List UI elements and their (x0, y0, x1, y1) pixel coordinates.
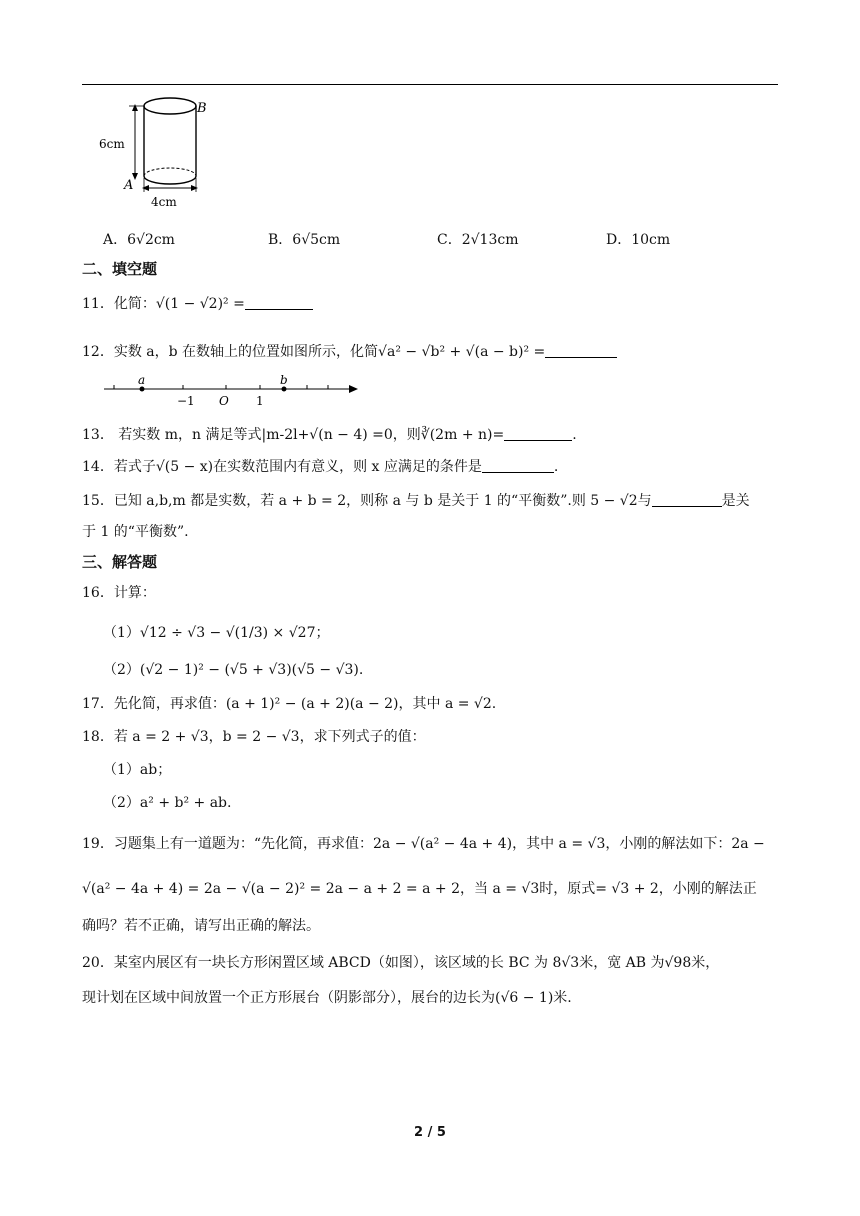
q15-line2: 于 1 的“平衡数”. (82, 524, 189, 540)
question-19 (82, 833, 765, 853)
option-c: C．2√13cm (437, 232, 519, 248)
q18-part1: （1）ab； (103, 762, 172, 778)
q14-text: 若式子√(5 − x)在实数范围内有意义，则 x 应满足的条件是 (113, 459, 482, 475)
nl-a: a (138, 373, 146, 387)
diameter-label: 4cm (151, 195, 177, 209)
q15-line1: 已知 a,b,m 都是实数，若 a + b = 2，则称 a 与 b 是关于 1 的“平衡数”.则 5 − √2与 (113, 493, 652, 509)
q14-end: . (553, 459, 559, 475)
label-b: B (197, 101, 207, 116)
option-d: D．10cm (606, 232, 671, 248)
q17-text: 先化简，再求值：(a + 1)² − (a + 2)(a − 2)，其中 a = √2. (113, 696, 497, 712)
q13-blank (504, 426, 572, 441)
question-15 (82, 490, 750, 510)
q15-number: 15． (82, 493, 114, 509)
number-line (100, 372, 362, 408)
q20-line2: 现计划在区域中间放置一个正方形展台（阴影部分），展台的边长为(√6 − 1)米. (82, 990, 572, 1006)
nl-b: b (280, 373, 288, 387)
option-a: A．6√2cm (103, 232, 175, 248)
q19-number: 19． (82, 836, 114, 852)
question-18 (82, 726, 426, 746)
q11-number: 11． (82, 296, 114, 312)
q20-number: 20． (82, 955, 114, 971)
q19-line3: 确吗？若不正确，请写出正确的解法。 (82, 918, 320, 934)
q11-text: 化简： (113, 296, 156, 312)
question-17 (82, 693, 496, 713)
nl-one: 1 (256, 394, 264, 408)
q15-blank (652, 492, 722, 507)
section-title-fill-blank: 二、填空题 (82, 260, 158, 278)
q20-line1: 某室内展区有一块长方形闲置区域 ABCD（如图），该区域的长 BC 为 8√3米，宽 AB 为√98米， (113, 955, 720, 971)
question-16 (82, 582, 156, 602)
question-11 (82, 293, 313, 313)
q15-line1-end: 是关 (721, 493, 750, 509)
q12-text: 实数 a，b 在数轴上的位置如图所示，化简 (113, 344, 379, 360)
q16-part2: （2）(√2 − 1)² − (√5 + √3)(√5 − √3). (103, 662, 364, 678)
q19-line2: √(a² − 4a + 4) = 2a − √(a − 2)² = 2a − a + 2 = a + 2，当 a = √3时，原式= √3 + 2，小刚的解法正 (82, 881, 757, 897)
q18-text: 若 a = 2 + √3，b = 2 − √3，求下列式子的值： (113, 729, 426, 745)
q12-number: 12． (82, 344, 114, 360)
q16-text: 计算： (113, 585, 156, 601)
page-number: 2 / 5 (414, 1125, 446, 1140)
q14-blank (482, 458, 554, 473)
question-13: 13． 若实数 m，n 满足等式|m-2l+√(n − 4) =0，则∛(2m + n)= . (82, 427, 577, 443)
q18-part2: （2）a² + b² + ab. (103, 795, 232, 811)
header-rule (82, 84, 778, 85)
q13-number: 13． (82, 427, 114, 443)
q12-blank (545, 343, 617, 358)
q16-number: 16． (82, 585, 114, 601)
question-14 (82, 456, 558, 476)
question-20 (82, 952, 719, 972)
question-12 (82, 341, 617, 361)
q12-expr: √a² − √b² + √(a − b)² = (378, 344, 546, 360)
nl-o: O (219, 394, 229, 408)
q11-blank (245, 295, 313, 310)
q17-number: 17． (82, 696, 114, 712)
nl-neg1: −1 (177, 394, 195, 408)
label-a: A (124, 178, 134, 193)
height-label: 6cm (99, 137, 125, 151)
option-b: B．6√5cm (268, 232, 341, 248)
q18-number: 18． (82, 729, 114, 745)
cylinder-figure (95, 96, 215, 214)
q13-text: 若实数 m，n 满足等式|m-2l+√(n − 4) =0，则∛(2m + n)= (118, 427, 505, 443)
q11-expr: √(1 − √2)² = (155, 296, 245, 312)
q19-line1: 习题集上有一道题为：“先化简，再求值：2a − √(a² − 4a + 4)，其中 a = √3，小刚的解法如下：2a − (113, 836, 765, 852)
q16-part1: （1）√12 ÷ √3 − √(1/3) × √27； (103, 625, 330, 641)
section-title-solve: 三、解答题 (82, 553, 158, 571)
q14-number: 14． (82, 459, 114, 475)
